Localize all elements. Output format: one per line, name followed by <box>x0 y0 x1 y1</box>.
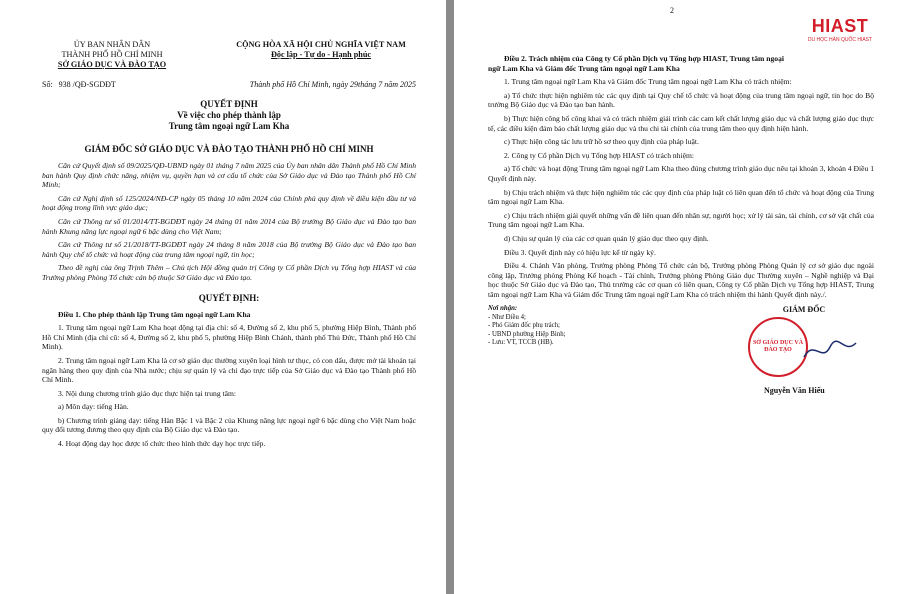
article-1-items <box>42 323 416 449</box>
page-1 <box>0 0 446 594</box>
page-number: 2 <box>670 6 674 15</box>
handwritten-signature-icon <box>800 335 860 365</box>
page-2 <box>454 0 900 594</box>
article-2-items <box>488 77 874 243</box>
issuing-authority: ỦY BAN NHÂN DÂN THÀNH PHỐ HỒ CHÍ MINH SỞ GIÁO DỤC VÀ ĐÀO TẠO <box>57 40 167 69</box>
national-motto: CỘNG HÒA XÃ HỘI CHỦ NGHĨA VIỆT NAM Độc lập - Tự do - Hạnh phúc <box>236 40 406 59</box>
recipients <box>488 305 688 395</box>
signature-block <box>734 305 874 395</box>
article-2-title: Điều 2. Trách nhiệm của Công ty Cổ phần Dịch vụ Tổng hợp HIAST, Trung tâm ngoại ngữ Lam Kha và Giám đốc Trung tâm ngoại ngữ Lam Kha <box>488 54 784 73</box>
logo-wordmark: HIAST <box>811 16 869 36</box>
title-block <box>42 99 416 132</box>
signer-title: GIÁM ĐỐC <box>782 305 826 315</box>
article-item: a) Môn dạy: tiếng Hàn. <box>58 402 129 412</box>
article-item: 1. Trung tâm ngoại ngữ Lam Kha hoạt động tại địa chỉ: số 4, Đường số 2, khu phố 5, phường Hiệp Bình, Thành phố Hồ Chí Minh (địa chỉ cũ: số 4, Đường số 2, khu phố 5, phường Hiệp Bình Chánh, thành phố Thủ Đức, Thành phố Hồ Chí Minh). <box>42 323 416 352</box>
article-item: 2. Công ty Cổ phần Dịch vụ Tổng hợp HIAST có trách nhiệm: <box>504 150 694 160</box>
subject-line-1: Về việc cho phép thành lập <box>177 110 281 120</box>
article-item: a) Tổ chức và hoạt động Trung tâm ngoại ngữ Lam Kha theo đúng chương trình giáo dục nêu tại khoản 3, khoản 4 Điều 1 Quyết định này. <box>488 164 874 183</box>
footer-block <box>488 305 874 395</box>
document-header <box>42 40 416 70</box>
recipient-item: - Phó Giám đốc phụ trách; <box>488 322 560 330</box>
article-1-title: Điều 1. Cho phép thành lập Trung tâm ngoại ngữ Lam Kha <box>58 309 251 319</box>
article-item: c) Chịu trách nhiệm giải quyết những vấn đề liên quan đến nhân sự, người học; xử lý tài sản, tài chính, cơ sở vật chất của Trung tâm ngoại ngữ Lam Kha. <box>488 210 874 230</box>
article-item: a) Tổ chức thực hiện nghiêm túc các quy định tại Quy chế tổ chức và hoạt động của trung tâm ngoại ngữ, tin học do Bộ trưởng Bộ Giáo dục và Đào tạo ban hành. <box>488 90 874 110</box>
article-item: d) Chịu sự quản lý của các cơ quan quản lý giáo dục theo quy định. <box>504 233 709 243</box>
basis-item: Căn cứ Nghị định số 125/2024/NĐ-CP ngày 05 tháng 10 năm 2024 của Chính phủ quy định về điều kiện đầu tư và hoạt động trong lĩnh vực giáo dục; <box>42 193 416 213</box>
basis-item: Căn cứ Quyết định số 09/2025/QĐ-UBND ngày 01 tháng 7 năm 2025 của Ủy ban nhân dân Thành phố Hồ Chí Minh ban hành Quy định chức năng, nhiệm vụ, quyền hạn và cơ cấu tổ chức của Sở Giáo dục và Đào tạo Thành phố Hồ Chí Minh; <box>42 161 416 190</box>
legal-bases <box>42 161 416 283</box>
article-item: 2. Trung tâm ngoại ngữ Lam Kha là cơ sở giáo dục thường xuyên loại hình tư thục, có con dấu, được mở tài khoản tại ngân hàng theo quy định của Nhà nước; chịu sự quản lý và chỉ đạo trực tiếp của Sở Giáo dục và Đào tạo Thành phố Hồ Chí Minh. <box>42 355 416 385</box>
recipient-item: - Như Điều 4; <box>488 313 526 321</box>
article-item: b) Chương trình giảng dạy: tiếng Hàn Bậc 1 và Bậc 2 của Khung năng lực ngoại ngữ 6 bậc dùng cho Việt Nam hoặc quy đổi tương đương theo quy định của Bộ Giáo dục và Đào tạo. <box>42 415 416 435</box>
basis-item: Theo đề nghị của ông Trịnh Thêm – Chủ tịch Hội đồng quản trị Công ty Cổ phần Dịch vụ Tổng hợp HIAST và của Trưởng phòng Phòng Tổ chức cán bộ thuộc Sở Giáo dục và Đào tạo. <box>42 263 416 282</box>
recipient-item: - Lưu: VT, TCCB (HB). <box>488 339 554 347</box>
document-number-line <box>42 80 416 89</box>
subject-line-2: Trung tâm ngoại ngữ Lam Kha <box>168 121 290 131</box>
article-4: Điều 4. Chánh Văn phòng, Trưởng phòng Phòng Tổ chức cán bộ, Trưởng phòng Phòng Quản lý cơ sở giáo dục ngoài công lập, Trưởng phòng Phòng Kế hoạch - Tài chính, Trưởng phòng Phòng Giáo dục Thường xuyên – Nghề nghiệp và Đại học thuộc Sở Giáo dục và Đào tạo, Thủ trưởng các cơ quan có liên quan, Công ty Cổ phần Dịch vụ Tổng hợp HIAST, Trung tâm ngoại ngữ Lam Kha và Giám đốc Trung tâm ngoại ngữ Lam Kha có trách nhiệm thi hành Quyết định này./. <box>488 261 874 299</box>
recipients-title: Nơi nhận: <box>488 305 518 313</box>
hiast-logo <box>790 16 890 66</box>
signer-name: Nguyễn Văn Hiếu <box>764 386 825 396</box>
basis-item: Căn cứ Thông tư số 01/2014/TT-BGDĐT ngày 24 tháng 01 năm 2014 của Bộ trưởng Bộ Giáo dục và Đào tạo ban hành Khung năng lực ngoại ngữ 6 bậc dùng cho Việt Nam; <box>42 216 416 236</box>
article-item: c) Thực hiện công tác lưu trữ hồ sơ theo quy định của pháp luật. <box>504 137 699 147</box>
article-item: b) Thực hiện công bố công khai và có trách nhiệm giải trình các cam kết chất lượng giáo dục và chất lượng giáo dục thực tế, các điều kiện đảm bảo chất lượng giáo dục và thu chi tài chính của trung tâm theo quy định hiện hành. <box>488 113 874 133</box>
basis-item: Căn cứ Thông tư số 21/2018/TT-BGDĐT ngày 24 tháng 8 năm 2018 của Bộ trưởng Bộ Giáo dục và Đào tạo ban hành Quy chế tổ chức và hoạt động của trung tâm ngoại ngữ, tin học; <box>42 240 416 259</box>
recipient-item: - UBND phường Hiệp Bình; <box>488 330 566 338</box>
official-stamp: SỞ GIÁO DỤC VÀ ĐÀO TẠO <box>748 317 808 377</box>
article-item: 3. Nội dung chương trình giáo dục thực hiện tại trung tâm: <box>58 388 237 398</box>
article-item: 1. Trung tâm ngoại ngữ Lam Kha và Giám đốc Trung tâm ngoại ngữ Lam Kha có trách nhiệm: <box>504 77 792 87</box>
article-item: b) Chịu trách nhiệm và thực hiện nghiêm túc các quy định của pháp luật có liên quan đến tổ chức và hoạt động của Trung tâm ngoại ngữ Lam Kha. <box>488 187 874 207</box>
logo-tagline: DU HỌC HÀN QUỐC HIAST <box>807 37 873 43</box>
article-3: Điều 3. Quyết định này có hiệu lực kể từ ngày ký. <box>504 247 656 257</box>
article-item: 4. Hoạt động dạy học được tổ chức theo hình thức dạy học trực tiếp. <box>58 439 266 449</box>
decides-heading: QUYẾT ĐỊNH: <box>198 292 260 303</box>
place-date: Thành phố Hồ Chí Minh, ngày 29tháng 7 năm 2025 <box>249 80 416 89</box>
decision-title: QUYẾT ĐỊNH <box>200 99 258 109</box>
issuer-title: GIÁM ĐỐC SỞ GIÁO DỤC VÀ ĐÀO TẠO THÀNH PHỐ HỒ CHÍ MINH <box>84 144 374 154</box>
document-number: Số: 938 /QĐ-SGDĐT <box>42 80 116 89</box>
